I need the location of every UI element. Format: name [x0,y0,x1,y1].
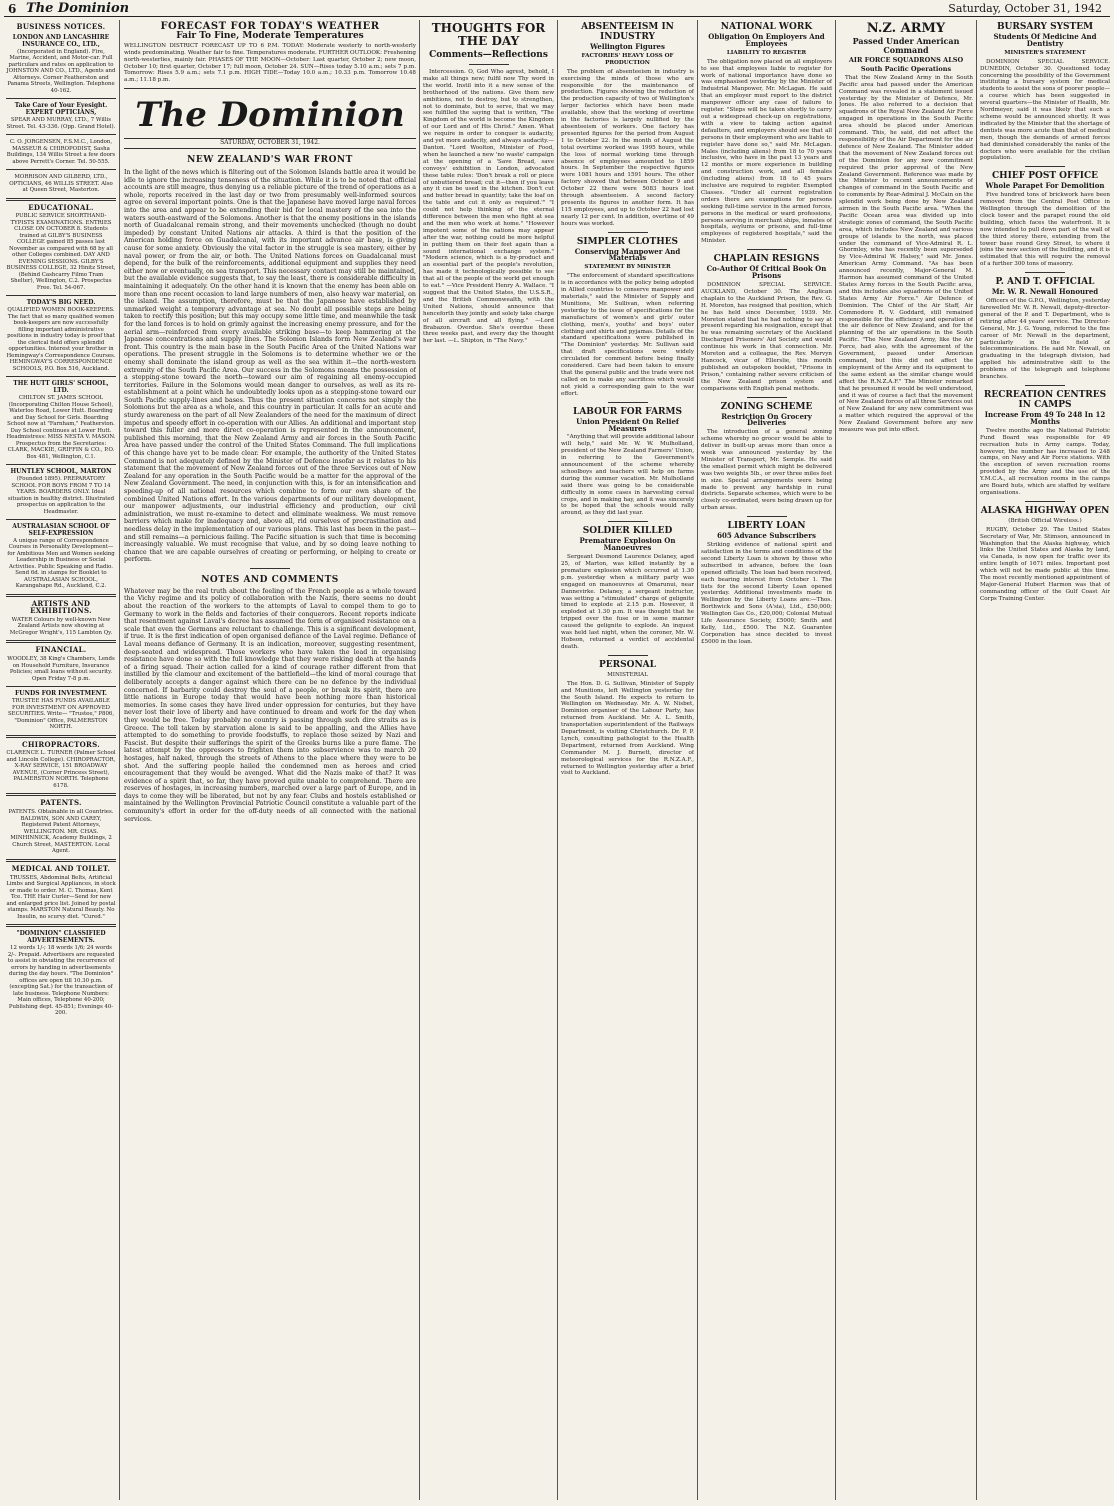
page-number: 6 [8,2,17,16]
divider [6,464,116,465]
article-subheading: MINISTER'S STATEMENT [1004,49,1086,56]
article-subheading: Premature Explosion On Manoeuvres [579,536,676,553]
article-body: RUGBY, October 29. The United States Secretary of War, Mr. Stimson, announced in Washington that the Alaska highway, which links the United States and Alaska by land, via Canada, is now open for traffic over its entire length of 1671 miles. Important post which will not be made public at this time. The most recently mentioned appointment of Major-General Hubert Harmon was that of commanding officer of the Gulf Coast Air Corps Training Center. [980,526,1110,602]
article-subheading: Whole Parapet For Demolition [985,181,1105,191]
ad-body: CHILTON ST. JAMES SCHOOL (Incorporating Chilton House School), Waterloo Road, Lower Hutt. Boarding and Day School for Girls. Boarding School now at "Farnham," Featherston. Day School continues at Lower Hutt. Headmistress: MISS NESTA V. MASON. Prospectus from the Secretaries: CLARK, MACKIE, GRIFFIN & CO., P.O. Box 481, Wellington, C.1. [6,395,116,460]
divider [6,640,116,643]
article-body: The Hon. D. G. Sullivan, Minister of Supply and Munitions, left Wellington yesterday for the South Island. He expects to return to Wellington on Wednesday. Mr. A. W. Nisbet, Dominion organiser of the Labour Party, has returned from Auckland. Mr. A. L. Smith, transportation superintendent of the Railways Department, is visiting Christchurch. Dr. P. P. Lynch, consulting pathologist to the Health Department, returned from Auckland. Wing Commander M. J. Burnett, director of meteorological services for the R.N.Z.A.F., returned to Wellington yesterday after a brief visit to Auckland. [561,680,694,777]
article-heading: CHAPLAIN RESIGNS [713,254,820,265]
page-header [4,2,1110,17]
ad-heading: Take Care of Your Eyesight. EXPERT OPTICIANS, [14,102,108,117]
thoughts-subheading: Comments—Reflections [429,50,548,60]
divider [608,655,648,656]
article-subheading: Mr. W. R. Newall Honoured [991,287,1099,297]
article-subheading: Wellington Figures [590,42,665,51]
ad-body: 12 words 1/-; 18 words 1/6; 24 words 2/-. Prepaid. Advertisers are requested to assist in obviating the recurrence of errors by handing in advertisements during the day hours. "The Dominion" offices are open till 10.30 p.m. (excepting Sat.) for the transaction of late business. Telephone Numbers: Main offices, Telephone 40-200; Publishing dept. 45-851; Evenings 40-200. [7,945,115,1017]
article-heading: ABSENTEEISM IN INDUSTRY [581,22,674,42]
divider [1025,166,1065,167]
divider [6,198,116,201]
thoughts-body [423,69,554,345]
divider [6,859,116,862]
masthead-date: SATURDAY, OCTOBER 31, 1942. [124,138,416,149]
divider [1025,272,1065,273]
article-body: Striking evidence of national spirit and satisfaction in the terms and conditions of the second Liberty Loan is shown by those who subscribed in advance, before the loan opened officially. The loan had been received, each bearing interest from October 1. The lists for the second Liberty Loan opened yesterday. Additional investments made in Wellington by the Liberty Loans are:—Thos. Borthwick and Sons (A'sia), Ltd., £50,000; Wellington Gas Co., £20,000; Colonial Mutual Life Assurance Society, £5000; Smith and Kelly, Ltd., £500. The N.Z. Guarantee Corporation has since decided to invest £5000 in the loan. [701,542,832,645]
divider [6,519,116,520]
article-body: The problem of absenteeism in industry is exercising the minds of those who are responsible for the maintenance of production. Figures showing the reduction of the production capacity of two of Wellington's larger factories which have been made available, show that the working of overtime in the factories is largely nullified by the absenteeism of workers. One factory has presented figures for the period from August 1 to October 22. In the month of August the total overtime worked was 1995 hours, while the loss of normal working time through absence of employees amounted to 1859 hours. In September the respective figures were 1081 hours and 1591 hours. The other factory showed that between October 9 and October 22 there were 5083 hours lost through absenteeism. A second factory presents its figures in another form. It has 115 employees, and up to October 22 had lost nearly 12 per cent. In addition, overtime of 49 hours was worked. [561,68,694,227]
divider [608,521,648,522]
article-heading: RECREATION CENTRES IN CAMPS [983,389,1107,410]
article-subheading: Passed Under American Command [852,36,960,55]
article-subheading: South Pacific Operations [860,64,952,73]
ad-body: CLARENCE L. TURNER (Palmer School and Lincoln College). CHIROPRACTOR, X-RAY SERVICE, 151 BROADWAY AVENUE, (Corner Princess Street), PALMERSTON NORTH. Telephone 6178. [6,750,116,789]
article-heading: LABOUR FOR FARMS [572,406,682,417]
divider [747,397,787,398]
divider [6,686,116,687]
column-rule [697,20,698,1500]
article-heading: P. AND T. OFFICIAL [995,277,1095,288]
article-heading: SOLDIER KILLED [582,526,673,537]
divider [1025,385,1065,386]
article-body: Five hundred tons of brickwork have been removed from the Central Post Office in Wellington through the demolition of the clock tower and the parapet round the old building, which faces the waterfront. It is now intended to pull down part of the wall of the third storey there, extending from the tower base round Grey Street, to where it joins the new section of the building, and it is estimated that this will require the removal of a further 300 tons of masonry. [980,192,1110,268]
ad-heading: "DOMINION" CLASSIFIED ADVERTISEMENTS. [16,930,106,945]
divider [6,169,116,170]
divider [608,232,648,233]
divider [469,64,509,65]
ad-body: TRUSTEE HAS FUNDS AVAILABLE FOR INVESTMENT ON APPROVED SECURITIES. Write— "Trustee," P806, "Dominion" Office, PALMERSTON NORTH. [7,698,115,730]
article-subheading: Restriction On Grocery Deliveries [721,411,812,428]
forecast-subtitle: Fair To Fine, Moderate Temperatures [176,30,364,41]
divider [250,568,290,569]
article-heading: SIMPLER CLOTHES [576,236,679,247]
article-subheading: Conserving Manpower And Materials [574,246,681,263]
article-heading: BURSARY SYSTEM [996,22,1094,32]
article-body: The introduction of a general zoning scheme whereby no grocer would be able to deliver in built-up areas more than once a week was announced yesterday by the Minister of Transport, Mr. Semple. He said the smallest permit which might be delivered was two weights 5lb., or over three miles feet in size. Special arrangements were being made to prevent any hardship in rural districts. Separate schemes, which were to be closely co-ordinated, were being drawn up for urban areas. [701,429,832,512]
article-heading: PERSONAL [599,659,656,670]
column-rule [557,20,558,1500]
article-subheading: Obligation On Employers And Employees [708,32,825,48]
news-column-7 [980,20,1110,1502]
thoughts-column [423,20,554,1502]
masthead-title: The Dominion [135,95,405,136]
ad-body: A unique range of Correspondence Courses in Personality Development—for Ambitious Men and Women seeking Leadership in Business or Social Activities. Public Speaking and Radio. Send 6d. in stamps for Booklet to AUSTRALASIAN SCHOOL, Karangahape Rd., Auckland, C.2. [7,537,115,590]
article-heading: NATIONAL WORK [720,22,813,32]
ad-heading: THE HUTT GIRLS' SCHOOL, LTD. [13,380,109,395]
notes-body: Whatever may be the real truth about the feeling of the French people as a whole toward the Vichy regime and its policy of collaboration with the Nazis, there seems no doubt about the reaction of the workers to the attempts of Laval to compel them to go to Germany to work in the fields and factories of their conquerors. Recent reports indicate that resentment against Laval's decree has assumed the form of organised resistance on a scale that even the Germans are reluctant to challenge. This is a significant development, if true. It is the first indication of open organised defiance of the Laval regime. Defiance of Laval means defiance of Germany. It is an indication, moreover, suggesting resentment, deep-seated and widespread. Those workers who have taken the lead in organising resistance have done so with the full knowledge that they were risking death at the hands of a firing squad. Their action called for a kind of courage rather different from that instilled by the clamour and excitement of the battlefield—the kind of moral courage that deliberately accepts a danger against which there can be no defence by the individual concerned. If barbarity could destroy the soul of a people, or break its spirit, there are little nations in Europe today that would have been nothing more than historical memories. In some cases they have lived under oppression for centuries, but they have never lost their love of liberty and have continued to dream and work for the day when they would be free. Today probably no country is passing through such dire straits as is Greece. The toll taken by starvation alone is said to be appalling, and the Allies have attempted to do something to provide foodstuffs, to replace those seized by Nazi and Fascist. But despite their sufferings the spirit of the Greeks burns like a pure flame. The latest attempt by the oppressors to frighten them into subservience was to march 20 hostages, half naked, through the streets of Athens to the place where they were to be shot. And the suffering people hailed the condemned men as heroes and cried encouragement that they would be avenged. What did the Nazis make of that? It was evidence of a spirit that, so far, they have proved quite unable to comprehend. There are reserves of hostages, in increasing numbers, marched over a large part of Europe, and in days to come they will be liberated, but not by any fear. Clubs and hostels established or maintained by the Wellington Provincial Patriotic Council constitute a valuable part of the community's effort in order for the off-duty needs of all connected with the national services. [124,587,416,823]
article-subheading: FACTORIES' HEAVY LOSS OF PRODUCTION [581,52,674,66]
divider [747,516,787,517]
article-body: That the New Zealand Army in the South Pacific area had passed under the American Command was revealed in a statement issued yesterday by the Minister of Defence, Mr. Jones. He also referred to a decision that squadrons of the Royal New Zealand Air Force engaged in operations in the South Pacific area should be placed under American command. This, he said, did not affect the responsibility of the Air Department for the air defence of New Zealand. The Minister added that the movement of New Zealand forces out of the Dominion for any new commitment required the prior approval of the New Zealand Government. Reference was made by the Minister to recent announcements of changes of command in the South Pacific and to comments by Rear-Admiral J. McCain on the splendid work being done by New Zealand airmen in the South Pacific area. "When the Pacific Ocean area was divided up into strategic zones of command, the South Pacific area, which includes New Zealand and various groups of islands to the north, was placed under the command of Vice-Admiral R. L. Ghormley, who has recently been superseded by Vice-Admiral W. Halsey," said Mr. Jones. American Army Command. "As has been announced recently, Major-General M. Harmon has assumed command of the United States Army forces in the South Pacific area, and this includes also squadrons of the United States Army Air Force." Air Defence of Dominion. The Chief of the Air Staff, Air Commodore R. V. Goddard, still remained responsible for the efficiency and operation of the air defence of New Zealand, and for the planning of the air operations in the South Pacific. "The New Zealand Army, like the Air Force, had also, with the agreement of the Government, passed under American command, but this did not affect the employment of the Army and its equipment to the same extent as the similar change would affect the R.N.Z.A.F." The Minister remarked that he presumed it would be well understood, and it was of course a fact that the movement of New Zealand forces of all three Services out of New Zealand for any new commitment was a matter which required the approval of the New Zealand Government before any new measure was put into effect. [839,74,973,434]
column-rule [976,20,977,1500]
thoughts-text: Intercession. O, God Who agrest, behold, I make all things new; fulfil now Thy word in the world. Instil into it a new sense of the brotherhood of the nations. Give them new ambitions, not to destroy, but to strengthen, not to dominate, but to serve, that we may see fulfilled the saying that is written, "The Kingdom of the world is become the Kingdom of our Lord and of His Christ." Amen. What we require in order to conquer is audacity, and yet more audacity, and always audacity.—Danton. "Lord Woolton, Minister of Food, when he launched a new 'no waste' campaign at the opening of a 'Save Bread, save convoys' exhibition in London, advocated these table rules: 'Don't break a roll or piece of unbuttered bread; cut it—then if you leave any it can be used in the kitchen. Don't cut and butter bread in quantity; take the loaf on the table and cut it only as required.'" "I could not help thinking of the eternal difference between the men who fight at sea and the men who work at home." "However impotent some of the nations may appear after the war, nothing could be more helpful in putting them on their feet again than a sound international exchange system." "Modern science, which is a by-product and an essential part of the people's revolution, has made it technologically possible to see that all of the people of the world get enough to eat." —Vice President Henry A. Wallace. "I suggest that the United States, the U.S.S.R., and the British Commonwealth, with the United Nations, should announce that henceforth they jointly and solely take charge of all aircraft and all flying." —Lord Brabazon. Overdue. She's overdue these three weeks past, and every day the thought her last. —L. Shipton, in "The Navy." [423,69,554,345]
section-medical: MEDICAL AND TOILET. [11,863,111,873]
divider [6,594,116,597]
article-heading: CHIEF POST OFFICE [991,171,1099,182]
ad-heading: FUNDS FOR INVESTMENT. [15,690,107,698]
divider [6,134,116,135]
article-subheading: Co-Author Of Critical Book On Prisons [706,264,827,281]
article-body: DOMINION SPECIAL SERVICE. AUCKLAND, October 30. The Anglican chaplain to the Auckland Prison, the Rev. G. H. Moreton, has resigned that position, which he has held since December, 1939. Mr. Moreton stated that he had nothing to say at present regarding his resignation, except that he was remaining secretary of the Auckland Discharged Prisoners' Aid Society and would continue his work in that connection. Mr. Moreton and a colleague, the Rev. Mervyn Hancock, vicar of Ellerslie, this month published an outspoken booklet, "Prisons in Prison," containing rather severe criticism of the New Zealand prison system and comparisons with English penal methods. [701,282,832,392]
article-subheading: STATEMENT BY MINISTER [584,264,671,271]
divider [747,249,787,250]
news-column-4 [561,20,694,1502]
editorial-column [124,20,416,1502]
article-heading: ALASKA HIGHWAY OPEN [980,505,1110,516]
forecast-text: WELLINGTON DISTRICT FORECAST UP TO 6 P.M. TODAY: Moderate westerly to north-westerly winds predominating. Weather fair to fine. Temperatures moderate. FURTHER OUTLOOK: Freshening north-westerlies, mainly fair. PHASES OF THE MOON—October: Last quarter, October 2; new moon, October 10; first quarter, October 17; full moon, October 24. SUN—Rises today 5.10 a.m.; sets 7 p.m. Tomorrow: Rises 5.9 a.m.; sets 7.1 p.m. HIGH TIDE—Today 10.0 a.m.; 10.33 p.m. Tomorrow 10.48 a.m.; 11.18 p.m. [124,42,416,84]
ad-body: PATENTS. Obtainable in all Countries. BALDWIN, SON AND CAREY, Registered Patent Attorneys, WELLINGTON. MR. CHAS. MINHINNICK, Academy Buildings, 2 Church Street, MASTERTON. Local Agent. [8,809,114,855]
paper-name: The Dominion [26,1,130,16]
ad-heading: LONDON AND LANCASHIRE INSURANCE CO., LTD., [12,33,110,48]
divider [6,793,116,796]
ad-heading: AUSTRALASIAN SCHOOL OF SELF-EXPRESSION [12,523,110,537]
article-body: "The enforcement of standard specifications is in accordance with the policy being adopted in Allied countries to conserve manpower and materials," said the Minister of Supply and Munitions, Mr. Sullivan, when referring yesterday to the issue of specifications for the manufacture of women's and girls' outer clothing, men's, youths' and boys' outer clothing and shirts and pyjamas. Details of the standard specifications were published in "The Dominion" yesterday. Mr. Sullivan said that draft specifications were widely circulated for comment before being finally considered. Care had been taken to ensure that the general public and the trade were not called on to make any sacrifices which would not yield a corresponding gain to the war effort. [561,273,694,397]
section-financial: FINANCIAL. [35,645,87,655]
article-heading: LIBERTY LOAN [727,521,806,532]
ad-body: WATER Colours by well-known New Zealand Artists now showing at McGregor Wright's, 115 Lambton Qy. [9,616,113,636]
column-rule [419,20,420,1500]
article-heading: ZONING SCHEME [720,401,813,412]
page-date: Saturday, October 31, 1942 [948,2,1102,15]
article-subheading: MINISTERIAL [607,671,648,678]
divider [6,98,116,99]
divider [6,295,116,296]
ad-body: PUBLIC SERVICE SHORTHAND-TYPISTS EXAMINATIONS. ENTRIES CLOSE ON OCTOBER 8. Students trained at GILBY'S BUSINESS COLLEGE gained 85 passes last November as compared with 68 by all other Colleges combined. DAY AND EVENING SESSIONS. GILBY'S BUSINESS COLLEGE, 32 Hinitz Street, (Behind Cashcarry Filmo Tram Shelter), Wellington, C.2. Prospectus Free. Tel. 54-067. [6,213,116,291]
article-body: DOMINION SPECIAL SERVICE. DUNEDIN, October 30. Questioned today concerning the possibility of the Government instituting a bursary system for medical students to assist the sons of poorer people—a course which has been suggested in several quarters—the Minister of Health, Mr. Nordmeyer, said it was likely that such a scheme would be announced shortly. It was indicated by the Minister that the shortage of dentists was more acute than that of medical men, though the demands of armed forces had diminished considerably the ranks of the doctors who were available for the civilian population. [980,58,1110,162]
divider [6,376,116,377]
article-subheading: Students Of Medicine And Dentistry [993,32,1097,48]
divider [608,402,648,403]
article-subheading: LIABILITY TO REGISTER [726,49,807,56]
notes-heading: NOTES AND COMMENTS [201,574,339,585]
article-body: "Anything that will provide additional labour will help," said Mr. W. W. Mulholland, president of the New Zealand Farmers' Union, in referring to the Government's announcement of the scheme whereby schoolboys and teachers will help on farms during the summer vacation. Mr. Mulholland said there was going to be considerable difficulty in some cases in harvesting cereal crops, and in making hay, and it was sincerely to be hoped that the schools would rally around, as they did last year. [561,434,694,517]
article-body: Twelve months ago the National Patriotic Fund Board was responsible for 49 recreation huts in Army camps. Today, however, the number has increased to 248 camps, on Navy and Air Force stations. With the exception of seven recreation rooms provided by the Army and the use of the Y.M.C.A., all recreation rooms in the camps are Board huts, which are staffed by welfare organisations. [980,427,1110,496]
ad-body: QUALIFIED WOMEN BOOK-KEEPERS. The fact that so many qualified women book-keepers are now successfully filling important administrative positions in industry today is proof that the clerical field offers splendid opportunities. Interest your brother in Hemingway's Correspondence Courses. HEMINGWAY'S CORRESPONDENCE SCHOOLS, P.O. Box 516, Auckland. [6,307,116,372]
ad-body: (Founded 1895). PREPARATORY SCHOOL FOR BOYS FROM 7 TO 14 YEARS. BOARDERS ONLY. Ideal situation in healthy district. Illustrated prospectus on application to the Headmaster. [7,476,115,515]
ad-body: C. O. JORGENSEN, F.S.M.C., London, MASSEUR & CHIROPODIST, Sasha Buildings, 134 Willis Street a few doors above Perrett's Corner. Tel. 50-555. [6,139,116,165]
column-rule [835,20,836,1500]
article-body: The obligation now placed on all employers to see that employees liable to register for work of national importance have done so was emphasised yesterday by the Minister of Industrial Manpower, Mr. McLagan. He said that an employer must report to the district manpower officer any case of failure to register. "Steps will be taken shortly to carry out a widespread check-up on registrations, with a view to taking action against defaulters, and employers should see that all persons in their employment who are liable to register have done so," said Mr. McLagan. Males (including aliens) from 18 to 70 years inclusive, who have in the past 13 years and 12 months or more experience in building and construction work, and all females (including aliens) from 18 to 45 years inclusive are required to register. Exempted Classes. "Under all current registration orders there are exemptions for persons seeking full-time service in the armed forces, persons in the medical or ward professions, persons serving in merchant ships, inmates of hospitals, asylums or prisons, and full-time employees of registered hospitals," said the Minister. [701,58,832,245]
section-educational: EDUCATIONAL. [28,202,94,212]
thoughts-heading: THOUGHTS FOR THE DAY [431,21,546,48]
ad-body: MORRISON AND GILBERD, LTD., OPTICIANS, 46 WILLIS STREET. Also at Queen Street, Masterton. [9,174,113,194]
leader-body: In the light of the news which is filtering out of the Solomon Islands battle area it would be idle to ignore the increasing tenseness of the situation. While it is to be noted that official accounts are still meagre, thus denying us a reliable picture of the trend of operations as a whole, reports received in the last day or two from presumably well-informed sources agree on several important points. One is that the Japanese have moved large naval forces into the area and appear to be extending their bid for local mastery of the sea into the waters south-eastward of the Solomons. Another is that the enemy positions in the islands north of Guadalcanal remain strong, and their movements unchecked (though no doubt impeded) by constant United Nations air attacks. A third is that the position of the American holding force on Guadalcanal, with its important advance air base, is giving cause for some anxiety. Obviously the vital factor in the struggle is sea mastery, either by naval power, or from the air, or both. The United Nations forces on Guadalcanal must depend, for the bulk of the reinforcements, additional equipment and supplies they need either now or eventually, on sea transport. This necessary contact may still be maintained, but the available evidence suggests that, to say the least, there is considerable difficulty in maintaining it adequately. On the other hand it is known that the enemy has been able on more than one recent occasion to land large numbers of men, also heavy war material, on the island. The assumption, therefore, must be that the Japanese have established by unmarked weight a temporary advantage at sea. No doubt all possible steps are being taken to rectify this position; but this may occupy some little time, and meanwhile the task for the land forces is to hold on grimly against the increasing enemy pressure, and for the aerial arm—reinforced from every available striking base—to keep hammering at the Japanese concentrations and supply lines. The Solomon Islands form New Zealand's war front. This country is the main base in the South Pacific Area of the United Nations war operations. The present struggle in the Solomons is to determine whether we or the enemy shall dominate the island group as well as the sea within it—the north-western extremity of the South Pacific Area. Our success in the Solomons means the possession of a stepping-stone toward the north—toward our aim of regaining all enemy-occupied territories. Failure in the Solomons would mean danger to ourselves, as well as its re-establishment at a point which he undoubtedly looks upon as a stepping-stone toward our South Pacific supply-lines and bases. Thus the present situation concerns not simply the Solomons but the area as a whole, and this country in particular. It calls for an acute and sturdy awareness on the part of all New Zealanders of the need for the maximum of direct impetus and speedy effort in co-operation with our Allies. An additional and important step toward this fuller and more direct co-operation is represented in the announcement, published this morning, that the New Zealand Army and air forces in the South Pacific Area have passed under the control of the United States Command. The full implications of this change have yet to be made clear. For example, the authority of the United States Command is not adequately defined by the Minister of Defence insofar as it relates to his statement that the movement of New Zealand forces out of the three Services out of New Zealand for any operation in the South Pacific would be a matter for the approval of the New Zealand Government. The need, in conjunction with this, is for an intensification and speeding-up of all national resources which combine to form our own share of the combined United Nations effort. In the various departments of our military development, our manpower adjustments, our industrial efficiency and production, our civil administration, we must re-examine to detect and eliminate weakness. We must remove barriers which make for inadequacy and, above all, rid ourselves of procrastination and needless delay in the implementation of our various plans. This last has been in the past—and still remains—a pernicious failing. The Pacific situation is such that time is becoming increasingly valuable. We must recognise that value, and by so doing leave nothing to chance that we are capable ourselves of creating or performing, or helping to create or perform. [124,169,416,564]
section-chiropractors: CHIROPRACTORS. [21,739,101,749]
article-subheading: AIR FORCE SQUADRONS ALSO [848,56,964,64]
ad-heading: TODAY'S BIG NEED. [26,299,96,307]
divider [1025,501,1065,502]
article-subheading: Union President On Relief Measures [576,416,679,433]
section-business-notices: BUSINESS NOTICES. [16,22,106,31]
article-subheading: 605 Advance Subscribers [717,531,816,541]
article-body: Officers of the G.P.O., Wellington, yesterday farewelled Mr. W. R. Newall, deputy-director-general of the P. and T. Department, who is retiring after 44 years' service. The Director-General, Mr. J. G. Young, referred to the fine career of Mr. Newall in the department, particularly in the field of telecommunications. He said Mr. Newall, on graduating in the telegraph division, had applied his administrative skill to the problems of the telegraph and telephone branches. [980,298,1110,381]
forecast-title: FORECAST FOR TODAY'S WEATHER [160,21,380,32]
ad-body: TRUSSES, Abdominal Belts, Artificial Limbs and Surgical Appliances, in stock or made to order. M. C. Thomas, Kent Tce. THE Hair Curler—Send for new and enlarged price list. Joined by postal stamps. MARSTON Natural Beauty. No Insulin, no scurvy diet. "Cured." [6,874,116,920]
ad-body: WOODLEY, 38 King's Chambers, Lends on Household Furniture, Insurance Policies; small loans without security. Open Friday 7-8 p.m. [7,656,115,682]
article-subheading: Increase From 49 To 248 In 12 Months [984,409,1106,426]
divider [124,88,416,89]
article-heading: N.Z. ARMY [866,21,946,36]
ad-body: SPEAR AND MURRAY, LTD., 7 Willis Street. Tel. 43-336. (Opp. Grand Hotel). [6,117,116,130]
article-subheading: (British Official Wireless.) [1008,517,1082,524]
section-artists: ARTISTS AND EXHIBITIONS. [30,598,92,615]
divider [6,924,116,927]
ad-body: (Incorporated in England). Fire, Marine, Accident, and Motor-car. Full particulars and rates on application to JOHNSTON AND CO., LTD., Agents and Attorneys. Corner Featherston and Panama Streets, Wellington. Telephone 40-162. [6,48,116,94]
news-column-5 [701,20,832,1502]
divider [6,735,116,738]
article-body: Sergeant Desmond Laurence Delaney, aged 25, of Marton, was killed instantly by a premature explosion which occurred at 1.30 p.m. yesterday when a military party was engaged on manoeuvres at Omarunui, near Dannevirke. Delaney, a sergeant instructor, was setting a "stimulated" charge of gelignite timed to explode at 2.15 p.m. However, it exploded at 1.30 p.m. It was thought that he tripped over the fuse or in some manner caused the gelignite to explode. An inquest was held last night, when the coroner, Mr. W. Hobson, returned a verdict of accidental death. [561,554,694,650]
leader-heading: NEW ZEALAND'S WAR FRONT [187,155,353,166]
classified-column [6,20,116,1502]
section-patents: PATENTS. [40,798,82,808]
ad-heading: HUNTLEY SCHOOL, MARTON [10,468,112,476]
column-rule [119,20,120,1500]
news-column-6 [839,20,973,1502]
